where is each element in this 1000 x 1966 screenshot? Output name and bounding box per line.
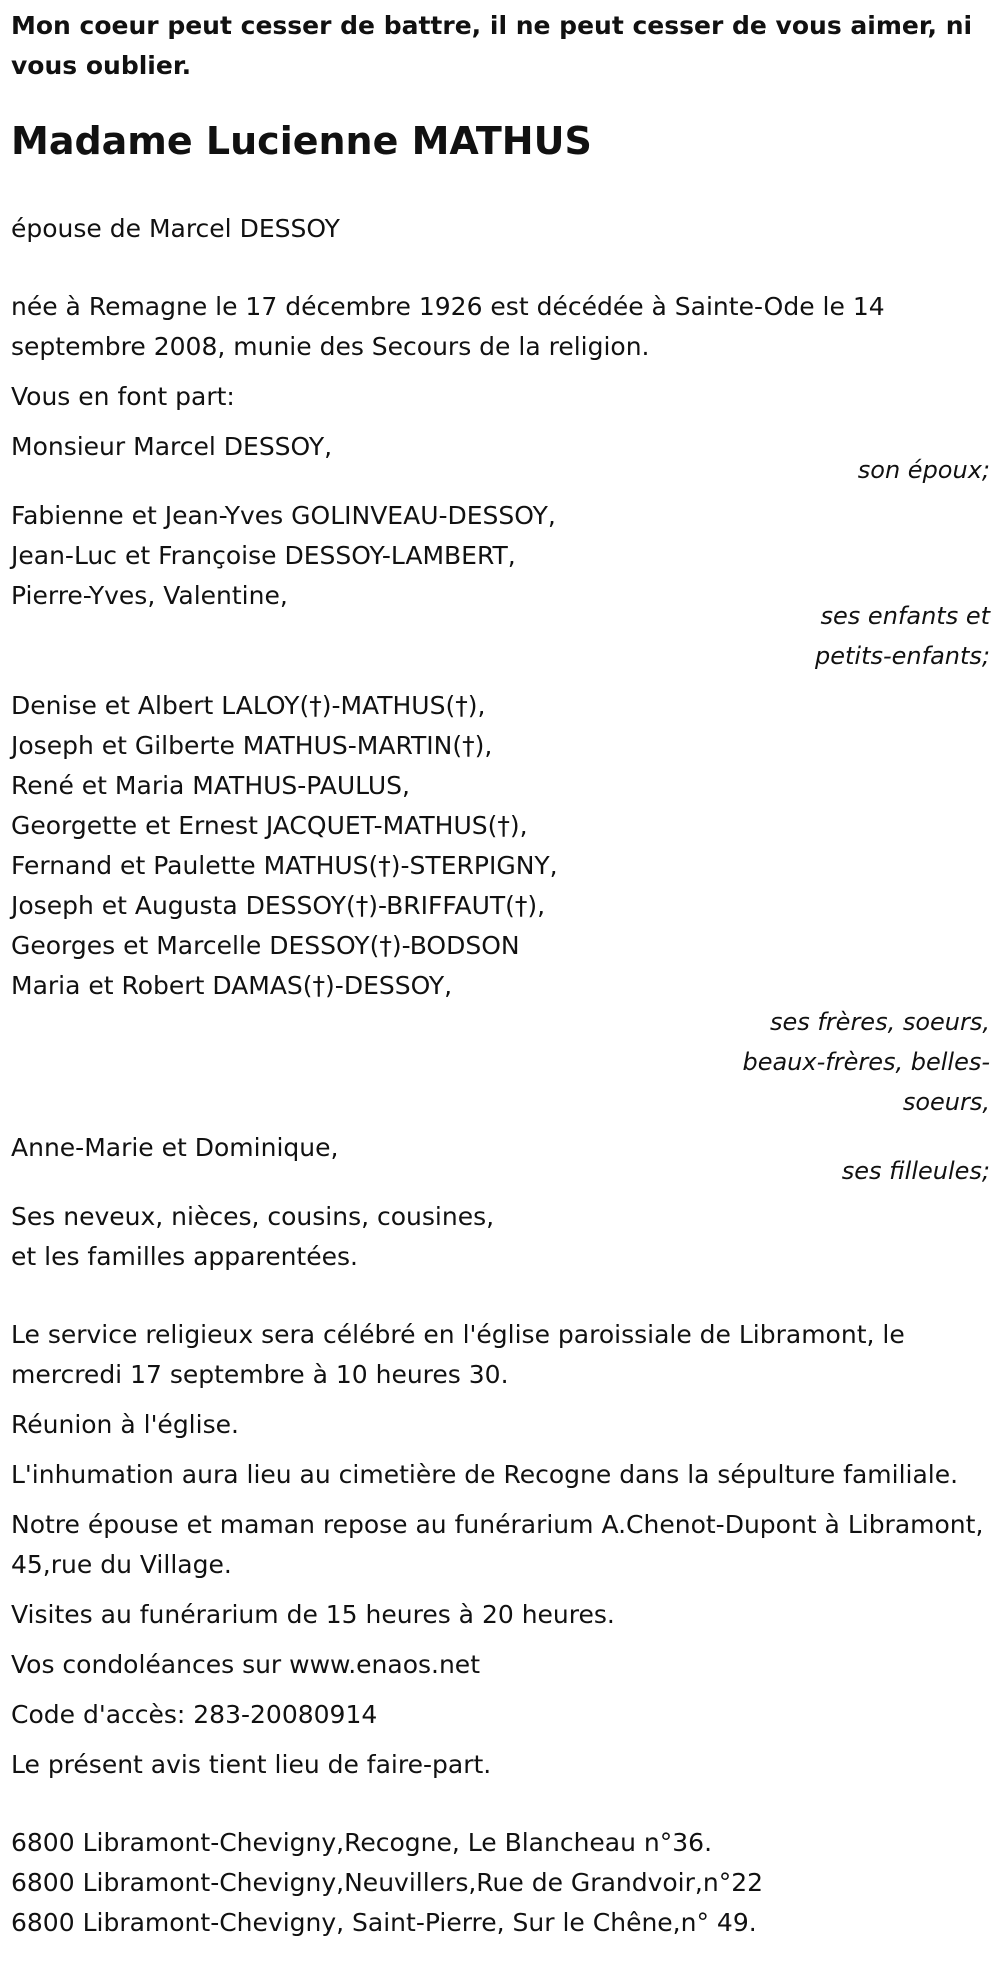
- family-line: Georgette et Ernest JACQUET-MATHUS(†),: [11, 811, 528, 840]
- birth-death-text: née à Remagne le 17 décembre 1926 est décédée à Sainte-Ode le 14 septembre 2008, munie des Secours de la religion.: [11, 292, 885, 361]
- address-line: 6800 Libramont-Chevigny,Recogne, Le Blancheau n°36.: [11, 1828, 713, 1857]
- service-paragraph: Le présent avis tient lieu de faire-part.: [11, 1750, 492, 1779]
- family-line: René et Maria MATHUS-PAULUS,: [11, 771, 410, 800]
- access-code: Code d'accès: 283-20080914: [11, 1700, 378, 1729]
- family-line: Fernand et Paulette MATHUS(†)-STERPIGNY,: [11, 851, 558, 880]
- announce-intro: Vous en font part:: [11, 382, 235, 411]
- condolences-line: Vos condoléances sur www.enaos.net: [11, 1650, 480, 1679]
- family-line: Anne-Marie et Dominique,: [11, 1133, 339, 1162]
- family-line: Ses neveux, nièces, cousins, cousines,: [11, 1202, 495, 1231]
- service-paragraph: L'inhumation aura lieu au cimetière de Recogne dans la sépulture familiale.: [11, 1460, 959, 1489]
- address-line: 6800 Libramont-Chevigny,Neuvillers,Rue de Grandvoir,n°22: [11, 1868, 764, 1897]
- relation-label: ses filleules;: [841, 1157, 990, 1185]
- relation-label: soeurs,: [902, 1088, 990, 1116]
- relation-label: ses enfants et: [820, 602, 990, 630]
- deceased-name: Madame Lucienne MATHUS: [11, 119, 592, 163]
- family-line: Georges et Marcelle DESSOY(†)-BODSON: [11, 931, 520, 960]
- addresses-section: [11, 1823, 990, 1943]
- service-section: [11, 1315, 990, 1785]
- family-line: Fabienne et Jean-Yves GOLINVEAU-DESSOY,: [11, 501, 556, 530]
- group-family: [11, 1197, 990, 1277]
- group-children: [11, 496, 990, 676]
- family-line: Maria et Robert DAMAS(†)-DESSOY,: [11, 971, 453, 1000]
- family-line: Monsieur Marcel DESSOY,: [11, 432, 333, 461]
- family-line: Jean-Luc et Françoise DESSOY-LAMBERT,: [11, 541, 516, 570]
- service-paragraph: Visites au funérarium de 15 heures à 20 heures.: [11, 1600, 615, 1629]
- family-line: Joseph et Augusta DESSOY(†)-BRIFFAUT(†),: [11, 891, 546, 920]
- family-line: Joseph et Gilberte MATHUS-MARTIN(†),: [11, 731, 493, 760]
- family-line: et les familles apparentées.: [11, 1242, 358, 1271]
- spouse-line: épouse de Marcel DESSOY: [11, 214, 340, 243]
- service-paragraph: Notre épouse et maman repose au funérarium A.Chenot-Dupont à Libramont, 45,rue du Village.: [11, 1510, 984, 1579]
- relation-label: beaux-frères, belles-: [742, 1048, 990, 1076]
- relation-label: son époux;: [857, 456, 990, 484]
- address-line: 6800 Libramont-Chevigny, Saint-Pierre, Sur le Chêne,n° 49.: [11, 1908, 757, 1937]
- relation-label: ses frères, soeurs,: [769, 1008, 990, 1036]
- group-spouse: [11, 427, 990, 490]
- service-paragraph: Le service religieux sera célébré en l'église paroissiale de Libramont, le mercredi 17 septembre à 10 heures 30.: [11, 1320, 905, 1389]
- family-line: Denise et Albert LALOY(†)-MATHUS(†),: [11, 691, 486, 720]
- group-siblings: [11, 686, 990, 1122]
- family-line: Pierre-Yves, Valentine,: [11, 581, 288, 610]
- service-paragraph: Réunion à l'église.: [11, 1410, 239, 1439]
- group-godchildren: [11, 1128, 990, 1191]
- opening-quote: Mon coeur peut cesser de battre, il ne peut cesser de vous aimer, ni vous oublier.: [11, 11, 973, 80]
- relation-label: petits-enfants;: [815, 642, 990, 670]
